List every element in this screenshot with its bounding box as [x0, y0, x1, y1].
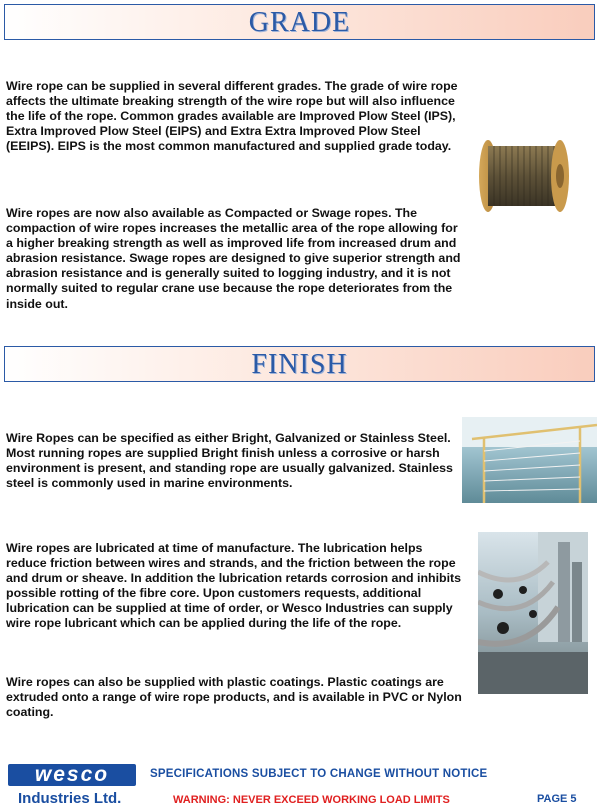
finish-paragraph-3: Wire ropes can also be supplied with plastic coatings. Plastic coatings are extruded onto a range of wire rope products, and is available in PVC or Nylon coating.: [6, 675, 462, 720]
grade-title: GRADE: [248, 7, 351, 38]
finish-title: FINISH: [251, 349, 348, 380]
wire-rope-spool-image: [478, 138, 570, 214]
finish-paragraph-2: Wire ropes are lubricated at time of manufacture. The lubrication helps reduce friction between wires and strands, and the friction between the rope and drum or sheave. In addition the lubrication retards corrosion and inhibits possible rotting of the fibre core. Upon customers requests, additional lubrication can be supplied at time of order, or Wesco Industries can supply wire rope lubricant which can be applied during the life of the rope.: [6, 541, 462, 631]
company-name: Industries Ltd.: [18, 790, 122, 807]
finish-paragraph-1: Wire Ropes can be specified as either Bright, Galvanized or Stainless Steel. Most running ropes are supplied Bright finish unless a corrosive or harsh environment is present, and standing rope are usually galvanized. Stainless steel is commonly used in marine environments.: [6, 431, 453, 491]
page-number: PAGE 5: [537, 793, 577, 805]
grade-paragraph-1: Wire rope can be supplied in several different grades. The grade of wire rope affects the ultimate breaking strength of the wire rope but will also influence the life of the rope. Common grades available are Improved Plow Steel (IPS), Extra Improved Plow Steel (EIPS) and Extra Extra Improved Plow Steel (EEIPS). EIPS is the most common manufactured and supplied grade today.: [6, 79, 458, 154]
wesco-logo-text: wesco: [34, 763, 110, 786]
spec-notice: SPECIFICATIONS SUBJECT TO CHANGE WITHOUT NOTICE: [150, 768, 488, 780]
finish-section-banner: [4, 346, 595, 382]
grade-paragraph-2: Wire ropes are now also available as Compacted or Swage ropes. The compaction of wire ropes increases the metallic area of the rope allowing for a higher breaking strength as well as improved life from increased drum and abrasion resistance. Swage ropes are designed to give superior strength and abrasion resistance and is generally suited to logging industry, and it is not normally suited to regular crane use because the rope deteriorates from the inside out.: [6, 206, 461, 311]
stainless-railing-image: [462, 417, 597, 503]
wesco-logo: [8, 764, 136, 786]
coated-railing-image: [478, 532, 588, 694]
load-warning: WARNING: NEVER EXCEED WORKING LOAD LIMITS: [173, 794, 450, 806]
grade-section-banner: [4, 4, 595, 40]
